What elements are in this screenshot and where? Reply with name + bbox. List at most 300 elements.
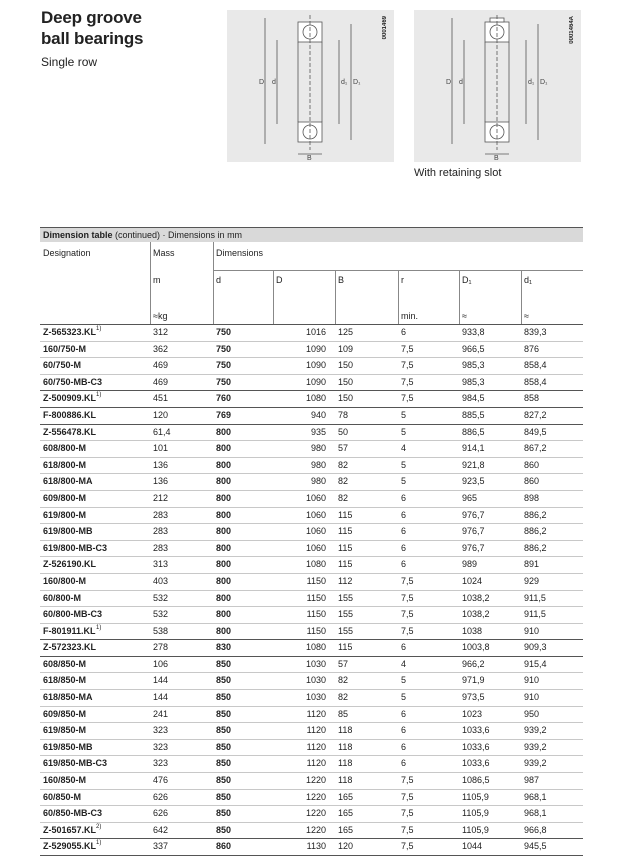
cell-d: 1220 — [305, 808, 326, 819]
table-body — [40, 325, 583, 856]
cell-d: 1130 — [306, 841, 326, 852]
cell-b: 155 — [338, 592, 354, 603]
cell-des: Z-526190.KL — [43, 559, 97, 570]
cell-b: 125 — [338, 327, 354, 337]
cell-m: 323 — [153, 741, 169, 752]
cell-r: 6 — [401, 327, 407, 337]
cell-d: 850 — [216, 675, 232, 686]
cell-d: 1090 — [305, 376, 326, 387]
cell-des: 609/800-M — [43, 492, 87, 503]
cell-r: 5 — [401, 476, 407, 487]
cell-d1: 886,2 — [524, 509, 547, 520]
cell-d1: 867,2 — [524, 443, 547, 454]
cell-d1: 989 — [462, 559, 478, 570]
cell-b: 109 — [338, 343, 354, 354]
unit-d1: ≈ — [524, 311, 529, 321]
cell-r: 7,5 — [401, 625, 414, 636]
cell-d1: 914,1 — [462, 443, 485, 454]
cell-d: 1150 — [306, 609, 326, 620]
col-designation: Designation — [43, 248, 91, 258]
cell-d1: 1086,5 — [462, 775, 490, 786]
cell-d1: 1023 — [462, 708, 483, 719]
cell-b: 112 — [338, 575, 353, 586]
label-D1: D₁ — [540, 79, 548, 86]
cell-r: 6 — [401, 509, 407, 520]
cell-d: 830 — [216, 642, 232, 653]
cell-d: 850 — [216, 741, 232, 752]
cell-des: 60/750-MB-C3 — [43, 376, 103, 387]
cell-m: 101 — [153, 443, 169, 454]
cell-d: 1220 — [305, 775, 326, 786]
label-d1: d₁ — [528, 79, 535, 86]
cell-d: 850 — [216, 824, 232, 835]
cell-b: 155 — [338, 609, 354, 620]
cell-d1: 860 — [524, 459, 540, 470]
cell-des: 160/750-M — [43, 343, 87, 354]
cell-b: 155 — [338, 625, 354, 636]
cell-m: 362 — [153, 343, 169, 354]
footnote-marker: 1) — [96, 392, 102, 399]
cell-d1: 839,3 — [524, 327, 547, 337]
cell-d1: 1003,8 — [462, 642, 490, 653]
cell-d: 1090 — [305, 343, 326, 354]
cell-d1: 876 — [524, 343, 540, 354]
cell-d1: 1038 — [462, 625, 483, 636]
figure-caption: With retaining slot — [414, 167, 502, 179]
col-mass: Mass — [153, 248, 175, 258]
cell-des: 60/850-M — [43, 791, 82, 802]
unit-D1: ≈ — [462, 311, 467, 321]
cell-d1: 1105,9 — [462, 791, 489, 802]
cell-d: 800 — [216, 625, 232, 636]
table-row — [40, 756, 583, 773]
cell-d1: 886,2 — [524, 526, 547, 537]
cell-r: 6 — [401, 642, 407, 653]
cell-d: 850 — [216, 775, 232, 786]
cell-r: 4 — [401, 443, 407, 454]
page-title — [41, 7, 143, 49]
cell-d: 800 — [216, 526, 232, 537]
cell-d: 850 — [216, 708, 232, 719]
cell-des: 619/850-MB-C3 — [43, 758, 108, 769]
cell-des: 619/800-MB-C3 — [43, 542, 108, 553]
cell-r: 5 — [401, 459, 407, 470]
cell-d: 760 — [216, 393, 232, 404]
cell-d1: 923,5 — [462, 476, 485, 487]
table-row — [40, 640, 583, 657]
unit-r: min. — [401, 311, 419, 321]
title-line-1: Deep groove — [41, 8, 142, 27]
cell-d1: 984,5 — [462, 393, 485, 404]
cell-m: 313 — [153, 559, 169, 570]
cell-b: 165 — [338, 824, 354, 835]
cell-d: 800 — [216, 559, 232, 570]
cell-d1: 966,2 — [462, 658, 485, 669]
footnote-marker: 1) — [96, 326, 102, 332]
cell-r: 6 — [401, 708, 407, 719]
table-row — [40, 557, 583, 574]
unit-kg: ≈kg — [153, 311, 168, 321]
sym-D1: D₁ — [462, 275, 472, 285]
cell-des: 60/800-M — [43, 592, 82, 603]
cell-b: 82 — [338, 476, 349, 487]
cell-r: 6 — [401, 526, 407, 537]
cell-d: 800 — [216, 609, 232, 620]
table-row — [40, 491, 583, 508]
cell-m: 278 — [153, 642, 169, 653]
cell-r: 6 — [401, 725, 407, 736]
cell-m: 312 — [153, 327, 169, 337]
cell-d: 860 — [216, 841, 232, 852]
table-row — [40, 806, 583, 823]
table-row — [40, 740, 583, 757]
cell-r: 7,5 — [401, 609, 414, 620]
cell-des: 619/850-MB — [43, 741, 93, 752]
cell-d: 1220 — [305, 824, 326, 835]
table-row — [40, 541, 583, 558]
cell-b: 82 — [338, 459, 349, 470]
cell-d1: 1024 — [462, 575, 483, 586]
cell-m: 469 — [153, 360, 169, 371]
cell-des: 60/800-MB-C3 — [43, 609, 103, 620]
label-D1: D₁ — [353, 79, 361, 86]
cell-d1: 950 — [524, 708, 540, 719]
cell-b: 82 — [338, 492, 349, 503]
cell-d: 800 — [216, 426, 232, 437]
cell-des: 60/750-M — [43, 360, 82, 371]
cell-d1: 1105,9 — [462, 808, 489, 819]
table-row — [40, 508, 583, 525]
cell-d1: 933,8 — [462, 327, 485, 337]
cell-d1: 939,2 — [524, 758, 547, 769]
cell-des: 618/800-M — [43, 459, 87, 470]
table-row — [40, 839, 583, 856]
cell-m: 532 — [153, 609, 169, 620]
cell-d: 1060 — [305, 509, 326, 520]
table-row — [40, 458, 583, 475]
figure-code: 0001469 — [382, 16, 388, 40]
table-row — [40, 690, 583, 707]
cell-m: 136 — [153, 459, 169, 470]
cell-d: 800 — [216, 575, 232, 586]
cell-b: 82 — [338, 675, 349, 686]
cell-des: Z-572323.KL — [43, 642, 97, 653]
cell-b: 118 — [338, 758, 353, 769]
table-row — [40, 441, 583, 458]
cell-d: 769 — [216, 409, 232, 420]
cell-m: 241 — [153, 708, 169, 719]
cell-m: 144 — [153, 692, 169, 703]
cell-m: 642 — [153, 824, 169, 835]
cell-d: 1060 — [305, 492, 326, 503]
cell-d: 1080 — [305, 642, 326, 653]
sym-d: d — [216, 275, 222, 285]
sym-B: B — [338, 275, 345, 285]
cell-des: 608/800-M — [43, 443, 87, 454]
table-row — [40, 375, 583, 392]
cell-d1: 966,8 — [524, 824, 547, 835]
cell-d1: 891 — [524, 559, 540, 570]
cell-d1: 987 — [524, 775, 540, 786]
table-row — [40, 823, 583, 840]
bearing-drawing-standard — [227, 10, 394, 162]
table-title — [40, 227, 583, 242]
table-header — [40, 242, 583, 325]
cell-d: 1080 — [305, 559, 326, 570]
cell-m: 532 — [153, 592, 169, 603]
label-D: D — [259, 79, 265, 86]
cell-m: 476 — [153, 775, 169, 786]
cell-m: 283 — [153, 509, 169, 520]
cell-d1: 976,7 — [462, 542, 485, 553]
cell-b: 115 — [338, 559, 353, 570]
cell-b: 78 — [338, 409, 349, 420]
cell-des: 619/850-M — [43, 725, 87, 736]
cell-m: 323 — [153, 758, 169, 769]
cell-r: 6 — [401, 758, 407, 769]
title-line-2: ball bearings — [41, 29, 144, 48]
cell-m: 451 — [153, 393, 169, 404]
cell-d1: 1038,2 — [462, 592, 490, 603]
cell-m: 144 — [153, 675, 169, 686]
cell-b: 165 — [338, 791, 354, 802]
cell-r: 6 — [401, 741, 407, 752]
cell-d1: 939,2 — [524, 741, 547, 752]
cell-b: 82 — [338, 692, 349, 703]
cell-d1: 910 — [524, 675, 540, 686]
cell-des: 60/850-MB-C3 — [43, 808, 103, 819]
cell-des: F-801911.KL — [43, 625, 96, 636]
cell-m: 626 — [153, 808, 169, 819]
cell-m: 106 — [153, 658, 169, 669]
cell-b: 50 — [338, 426, 349, 437]
cell-d: 850 — [216, 692, 232, 703]
table-row — [40, 591, 583, 608]
table-row — [40, 325, 583, 342]
label-D: D — [446, 79, 452, 86]
cell-d: 800 — [216, 443, 232, 454]
cell-d1: 921,8 — [462, 459, 485, 470]
cell-d1: 915,4 — [524, 658, 547, 669]
cell-r: 5 — [401, 675, 407, 686]
cell-d: 1030 — [305, 675, 326, 686]
cell-d: 1060 — [305, 526, 326, 537]
cell-b: 115 — [338, 526, 353, 537]
cell-r: 7,5 — [401, 775, 414, 786]
table-row — [40, 673, 583, 690]
cell-d1: 886,5 — [462, 426, 485, 437]
cell-m: 403 — [153, 575, 169, 586]
cell-b: 150 — [338, 393, 354, 404]
cell-m: 337 — [153, 841, 169, 852]
cell-d1: 1044 — [462, 841, 483, 852]
table-title-bold: Dimension table — [43, 230, 113, 240]
cell-des: Z-501657.KL — [43, 824, 97, 835]
label-d1: d₁ — [341, 79, 348, 86]
cell-d1: 911,5 — [524, 592, 546, 603]
cell-d: 1030 — [305, 692, 326, 703]
cell-d: 1016 — [305, 327, 326, 337]
bearing-cross-section-diagram — [414, 10, 581, 162]
cell-d1: 971,9 — [462, 675, 485, 686]
cell-r: 7,5 — [401, 376, 414, 387]
cell-d1: 976,7 — [462, 526, 485, 537]
cell-m: 61,4 — [153, 426, 171, 437]
cell-d1: 1105,9 — [462, 824, 489, 835]
cell-d1: 886,2 — [524, 542, 547, 553]
cell-r: 5 — [401, 426, 407, 437]
cell-d1: 985,3 — [462, 376, 485, 387]
table-row — [40, 574, 583, 591]
cell-d1: 945,5 — [524, 841, 547, 852]
cell-b: 120 — [338, 841, 354, 852]
cell-b: 150 — [338, 376, 354, 387]
cell-m: 538 — [153, 625, 169, 636]
cell-d: 800 — [216, 492, 232, 503]
cell-d1: 966,5 — [462, 343, 485, 354]
cell-d1: 976,7 — [462, 509, 485, 520]
sym-D: D — [276, 275, 283, 285]
table-row — [40, 624, 583, 641]
cell-d1: 827,2 — [524, 409, 547, 420]
cell-d: 1220 — [305, 791, 326, 802]
cell-r: 5 — [401, 409, 407, 420]
cell-d1: 968,1 — [524, 791, 547, 802]
cell-d: 850 — [216, 758, 232, 769]
cell-d: 1120 — [306, 725, 326, 736]
cell-d: 800 — [216, 476, 232, 487]
footnote-marker: 2) — [96, 823, 102, 830]
figure-code: 0001464A — [569, 16, 575, 44]
cell-b: 165 — [338, 808, 354, 819]
cell-d: 800 — [216, 459, 232, 470]
cell-m: 323 — [153, 725, 169, 736]
table-row — [40, 707, 583, 724]
label-B: B — [307, 155, 312, 162]
cell-d1: 1033,6 — [462, 758, 490, 769]
cell-r: 4 — [401, 658, 407, 669]
cell-d: 750 — [216, 360, 232, 371]
table-row — [40, 657, 583, 674]
cell-d: 1120 — [306, 741, 326, 752]
sym-d1: d₁ — [524, 275, 533, 285]
cell-r: 6 — [401, 559, 407, 570]
cell-d: 750 — [216, 343, 232, 354]
label-d: d — [272, 79, 276, 86]
cell-m: 626 — [153, 791, 169, 802]
table-row — [40, 773, 583, 790]
cell-r: 7,5 — [401, 791, 414, 802]
cell-d1: 885,5 — [462, 409, 485, 420]
cell-d: 1120 — [306, 758, 326, 769]
cell-des: 619/800-MB — [43, 526, 93, 537]
cell-b: 85 — [338, 708, 349, 719]
table-row — [40, 391, 583, 408]
cell-r: 5 — [401, 692, 407, 703]
cell-d1: 860 — [524, 476, 540, 487]
cell-des: 608/850-M — [43, 658, 87, 669]
cell-des: 618/800-MA — [43, 476, 93, 487]
footnote-marker: 1) — [96, 624, 102, 631]
cell-d: 935 — [310, 426, 326, 437]
cell-d: 800 — [216, 592, 232, 603]
cell-r: 7,5 — [401, 343, 414, 354]
cell-d: 1060 — [305, 542, 326, 553]
cell-d: 980 — [310, 476, 326, 487]
cell-des: 160/800-M — [43, 575, 87, 586]
cell-des: F-800886.KL — [43, 409, 97, 420]
table-row — [40, 342, 583, 359]
cell-r: 7,5 — [401, 592, 414, 603]
cell-b: 150 — [338, 360, 354, 371]
cell-r: 6 — [401, 542, 407, 553]
cell-r: 7,5 — [401, 393, 414, 404]
cell-r: 7,5 — [401, 808, 414, 819]
cell-d1: 858,4 — [524, 376, 547, 387]
cell-r: 7,5 — [401, 841, 414, 852]
cell-d: 850 — [216, 658, 232, 669]
cell-b: 115 — [338, 642, 353, 653]
table-row — [40, 408, 583, 425]
cell-d1: 939,2 — [524, 725, 547, 736]
cell-des: Z-565323.KL — [43, 327, 97, 337]
cell-r: 6 — [401, 492, 407, 503]
cell-b: 115 — [338, 542, 353, 553]
cell-b: 118 — [338, 775, 353, 786]
sym-m: m — [153, 275, 161, 285]
cell-d: 1150 — [306, 575, 326, 586]
cell-d: 980 — [310, 443, 326, 454]
cell-r: 7,5 — [401, 360, 414, 371]
cell-d1: 898 — [524, 492, 540, 503]
col-dimensions: Dimensions — [216, 248, 264, 258]
cell-r: 7,5 — [401, 824, 414, 835]
cell-m: 283 — [153, 526, 169, 537]
cell-r: 7,5 — [401, 575, 414, 586]
cell-des: 160/850-M — [43, 775, 87, 786]
cell-d: 940 — [310, 409, 326, 420]
cell-d: 1030 — [305, 658, 326, 669]
cell-d1: 911,5 — [524, 609, 546, 620]
cell-d: 1150 — [306, 592, 326, 603]
cell-d1: 909,3 — [524, 642, 547, 653]
cell-des: 618/850-MA — [43, 692, 93, 703]
cell-des: 618/850-M — [43, 675, 87, 686]
cell-d1: 910 — [524, 692, 540, 703]
table-row — [40, 358, 583, 375]
sym-r: r — [401, 275, 404, 285]
footnote-marker: 1) — [96, 840, 102, 847]
cell-d: 750 — [216, 327, 232, 337]
cell-d1: 965 — [462, 492, 478, 503]
cell-d: 1150 — [306, 625, 326, 636]
cell-des: Z-500909.KL — [43, 393, 97, 404]
cell-d1: 985,3 — [462, 360, 485, 371]
cell-b: 118 — [338, 725, 353, 736]
cell-d: 850 — [216, 808, 232, 819]
cell-d1: 858 — [524, 393, 540, 404]
cell-d1: 968,1 — [524, 808, 547, 819]
table-row — [40, 425, 583, 442]
cell-d1: 1033,6 — [462, 725, 490, 736]
cell-d: 750 — [216, 376, 232, 387]
cell-des: 609/850-M — [43, 708, 87, 719]
cell-d1: 858,4 — [524, 360, 547, 371]
cell-m: 212 — [153, 492, 169, 503]
cell-d: 800 — [216, 509, 232, 520]
cell-m: 283 — [153, 542, 169, 553]
cell-m: 469 — [153, 376, 169, 387]
